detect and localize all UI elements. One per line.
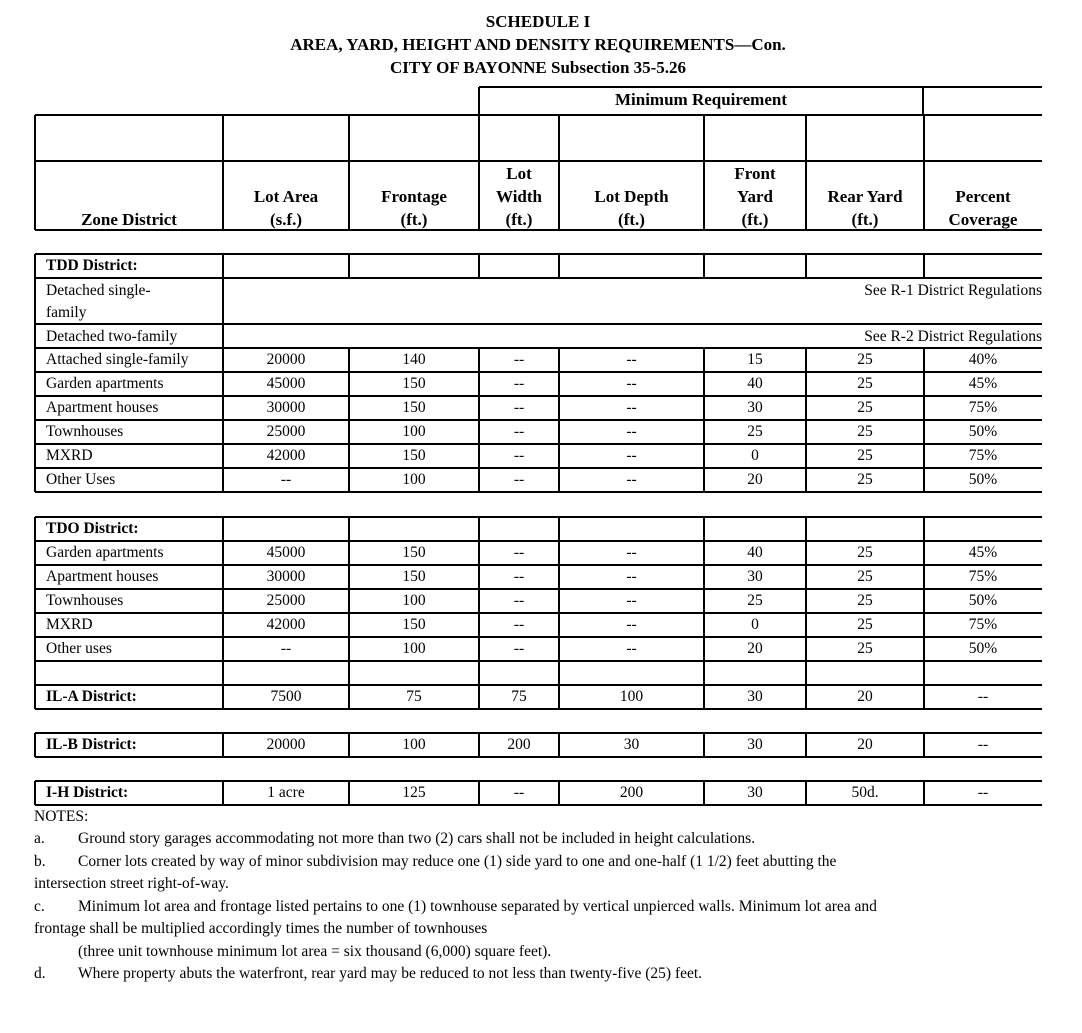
cell-lot-depth: 100 <box>619 688 644 705</box>
cell-frontage: 75 <box>406 688 422 705</box>
note-b-label: b. <box>34 853 46 870</box>
note-c-example: (three unit townhouse minimum lot area = six thousand (6,000) square feet). <box>78 943 552 960</box>
note-d-label: d. <box>34 965 46 982</box>
cell-frontage: 100 <box>402 736 426 753</box>
cell-lot-width: -- <box>513 544 525 561</box>
cell-frontage: 150 <box>402 399 426 416</box>
cell-lot-depth: -- <box>626 423 637 440</box>
cell-rear-yard: 50d. <box>851 784 879 801</box>
city-subsection: CITY OF BAYONNE Subsection 35-5.26 <box>389 58 687 77</box>
cell-zone-district: Garden apartments <box>46 544 164 561</box>
cell-front-yard: 30 <box>747 736 763 753</box>
column-header-frontage: (ft.) <box>400 210 428 229</box>
notes-heading: NOTES: <box>34 808 89 825</box>
cell-front-yard: 40 <box>747 544 763 561</box>
column-header-percent-coverage: Percent <box>955 187 1011 206</box>
cell-rear-yard: 25 <box>857 351 873 368</box>
minimum-requirement-header: Minimum Requirement <box>614 90 788 109</box>
cell-lot-width: -- <box>513 351 525 368</box>
note-d <box>34 963 1054 986</box>
cell-percent-coverage: 45% <box>968 544 998 561</box>
cell-lot-area: 25000 <box>266 592 306 609</box>
schedule-title: SCHEDULE I <box>485 12 591 31</box>
cell-lot-area: 30000 <box>266 568 306 585</box>
cell-percent-coverage: -- <box>977 736 989 753</box>
cell-percent-coverage: 45% <box>968 375 998 392</box>
cell-lot-width: -- <box>513 592 525 609</box>
cell-rear-yard: 25 <box>857 616 873 633</box>
cell-lot-depth: 200 <box>619 784 644 801</box>
cell-front-yard: 40 <box>747 375 763 392</box>
cell-lot-area: 45000 <box>266 544 306 561</box>
cell-lot-area: 1 acre <box>267 784 305 801</box>
cell-front-yard: 30 <box>747 399 763 416</box>
cell-lot-width: -- <box>513 640 525 657</box>
detached-two-family-label: Detached two-family <box>46 328 178 345</box>
note-a-label: a. <box>34 830 45 847</box>
note-b <box>34 851 1054 874</box>
cell-front-yard: 0 <box>751 616 759 633</box>
cell-frontage: 150 <box>402 375 426 392</box>
column-header-front-yard: Front <box>734 164 776 183</box>
cell-frontage: 100 <box>402 423 426 440</box>
note-c <box>34 896 1054 919</box>
column-header-lot-depth: Lot Depth <box>594 187 669 206</box>
column-header-zone-district: Zone District <box>81 210 177 229</box>
column-header-frontage: Frontage <box>381 187 447 206</box>
cell-lot-area: 7500 <box>270 688 302 705</box>
schedule-subtitle: AREA, YARD, HEIGHT AND DENSITY REQUIREMENTS—Con. <box>290 35 786 54</box>
cell-lot-area: 45000 <box>266 375 306 392</box>
cell-frontage: 125 <box>402 784 426 801</box>
column-header-rear-yard: Rear Yard <box>827 187 903 206</box>
cell-rear-yard: 25 <box>857 399 873 416</box>
cell-frontage: 150 <box>402 616 426 633</box>
cell-lot-area: 42000 <box>266 447 306 464</box>
cell-rear-yard: 20 <box>857 688 873 705</box>
cell-lot-area: 30000 <box>266 399 306 416</box>
cell-zone-district: Other uses <box>46 640 112 657</box>
cell-front-yard: 20 <box>747 471 763 488</box>
cell-rear-yard: 25 <box>857 375 873 392</box>
cell-lot-area: -- <box>280 640 292 657</box>
cell-zone-district: Townhouses <box>46 592 124 609</box>
cell-lot-area: -- <box>280 471 292 488</box>
see-r1-regulations: See R-1 District Regulations <box>864 282 1042 299</box>
cell-frontage: 100 <box>402 471 426 488</box>
cell-front-yard: 20 <box>747 640 763 657</box>
cell-lot-width: -- <box>513 471 525 488</box>
cell-frontage: 150 <box>402 568 426 585</box>
note-d-text: Where property abuts the waterfront, rear yard may be reduced to not less than twenty-five (25) feet. <box>78 965 703 982</box>
cell-rear-yard: 25 <box>857 544 873 561</box>
cell-lot-depth: 30 <box>623 736 640 753</box>
cell-rear-yard: 25 <box>857 592 873 609</box>
cell-front-yard: 30 <box>747 568 763 585</box>
cell-lot-depth: -- <box>626 447 637 464</box>
cell-percent-coverage: 50% <box>968 471 998 488</box>
cell-rear-yard: 25 <box>857 471 873 488</box>
column-header-front-yard: (ft.) <box>741 210 769 229</box>
cell-zone-district: Apartment houses <box>46 399 159 416</box>
cell-rear-yard: 25 <box>857 447 873 464</box>
cell-percent-coverage: 50% <box>968 640 998 657</box>
cell-front-yard: 30 <box>747 688 763 705</box>
cell-front-yard: 25 <box>747 592 763 609</box>
cell-percent-coverage: -- <box>977 688 989 705</box>
column-header-lot-area: (s.f.) <box>269 210 303 229</box>
cell-percent-coverage: 40% <box>968 351 998 368</box>
detached-single-family-label: Detached single- <box>46 282 151 299</box>
cell-rear-yard: 25 <box>857 568 873 585</box>
cell-front-yard: 30 <box>747 784 763 801</box>
cell-zone-district: Attached single-family <box>46 351 189 368</box>
cell-zone-district: IL-B District: <box>46 736 137 753</box>
cell-zone-district: Other Uses <box>46 471 116 488</box>
cell-lot-depth: -- <box>626 544 637 561</box>
cell-frontage: 150 <box>402 447 426 464</box>
note-a-text: Ground story garages accommodating not more than two (2) cars shall not be included in height calculations. <box>78 830 756 847</box>
cell-lot-depth: -- <box>626 399 637 416</box>
cell-lot-area: 20000 <box>266 736 306 753</box>
note-b-continued: intersection street right-of-way. <box>34 875 229 892</box>
cell-rear-yard: 25 <box>857 423 873 440</box>
cell-frontage: 140 <box>402 351 426 368</box>
note-c-text: Minimum lot area and frontage listed pertains to one (1) townhouse separated by vertical unpierced walls. Minimum lot area and <box>78 898 877 915</box>
column-header-percent-coverage: Coverage <box>948 210 1018 229</box>
cell-lot-depth: -- <box>626 351 637 368</box>
cell-lot-width: 75 <box>511 688 527 705</box>
cell-lot-depth: -- <box>626 592 637 609</box>
cell-lot-width: -- <box>513 616 525 633</box>
cell-lot-area: 25000 <box>266 423 306 440</box>
column-header-lot-width: Width <box>496 187 542 206</box>
cell-lot-depth: -- <box>626 616 637 633</box>
cell-percent-coverage: 50% <box>968 592 998 609</box>
note-c-continued: frontage shall be multiplied accordingly times the number of townhouses <box>34 920 488 937</box>
cell-rear-yard: 20 <box>857 736 873 753</box>
cell-frontage: 100 <box>402 640 426 657</box>
cell-zone-district: IL-A District: <box>46 688 137 705</box>
tdo-district-title: TDO District: <box>46 520 139 537</box>
cell-zone-district: Apartment houses <box>46 568 159 585</box>
note-c-label: c. <box>34 898 45 915</box>
cell-zone-district: Garden apartments <box>46 375 164 392</box>
cell-lot-width: -- <box>513 423 525 440</box>
cell-lot-width: -- <box>513 784 525 801</box>
cell-lot-depth: -- <box>626 640 637 657</box>
cell-percent-coverage: 75% <box>968 447 998 464</box>
cell-frontage: 100 <box>402 592 426 609</box>
tdd-district-title: TDD District: <box>46 257 138 274</box>
cell-lot-width: -- <box>513 375 525 392</box>
column-header-front-yard: Yard <box>737 187 773 206</box>
cell-lot-area: 20000 <box>266 351 306 368</box>
cell-percent-coverage: 75% <box>968 568 998 585</box>
cell-rear-yard: 25 <box>857 640 873 657</box>
cell-lot-depth: -- <box>626 568 637 585</box>
cell-zone-district: MXRD <box>46 616 93 633</box>
column-header-lot-depth: (ft.) <box>618 210 645 229</box>
note-b-text: Corner lots created by way of minor subdivision may reduce one (1) side yard to one and one-half (1 1/2) feet abutting the <box>78 853 837 870</box>
cell-front-yard: 15 <box>747 351 763 368</box>
cell-lot-area: 42000 <box>266 616 306 633</box>
column-header-rear-yard: (ft.) <box>851 210 879 229</box>
cell-lot-width: -- <box>513 399 525 416</box>
cell-zone-district: Townhouses <box>46 423 124 440</box>
cell-front-yard: 0 <box>751 447 759 464</box>
column-header-lot-width: (ft.) <box>505 210 533 229</box>
cell-lot-width: -- <box>513 447 525 464</box>
cell-lot-depth: -- <box>626 471 637 488</box>
detached-single-family-label-continued: family <box>46 304 87 321</box>
see-r2-regulations: See R-2 District Regulations <box>864 328 1042 345</box>
column-header-lot-area: Lot Area <box>253 187 319 206</box>
note-a <box>34 828 1054 851</box>
column-header-lot-width: Lot <box>506 164 532 183</box>
cell-frontage: 150 <box>402 544 426 561</box>
cell-percent-coverage: 75% <box>968 616 998 633</box>
cell-percent-coverage: -- <box>977 784 989 801</box>
cell-lot-width: 200 <box>507 736 531 753</box>
cell-percent-coverage: 50% <box>968 423 998 440</box>
cell-zone-district: I-H District: <box>46 784 129 801</box>
cell-lot-depth: -- <box>626 375 637 392</box>
cell-percent-coverage: 75% <box>968 399 998 416</box>
cell-zone-district: MXRD <box>46 447 93 464</box>
cell-front-yard: 25 <box>747 423 763 440</box>
cell-lot-width: -- <box>513 568 525 585</box>
